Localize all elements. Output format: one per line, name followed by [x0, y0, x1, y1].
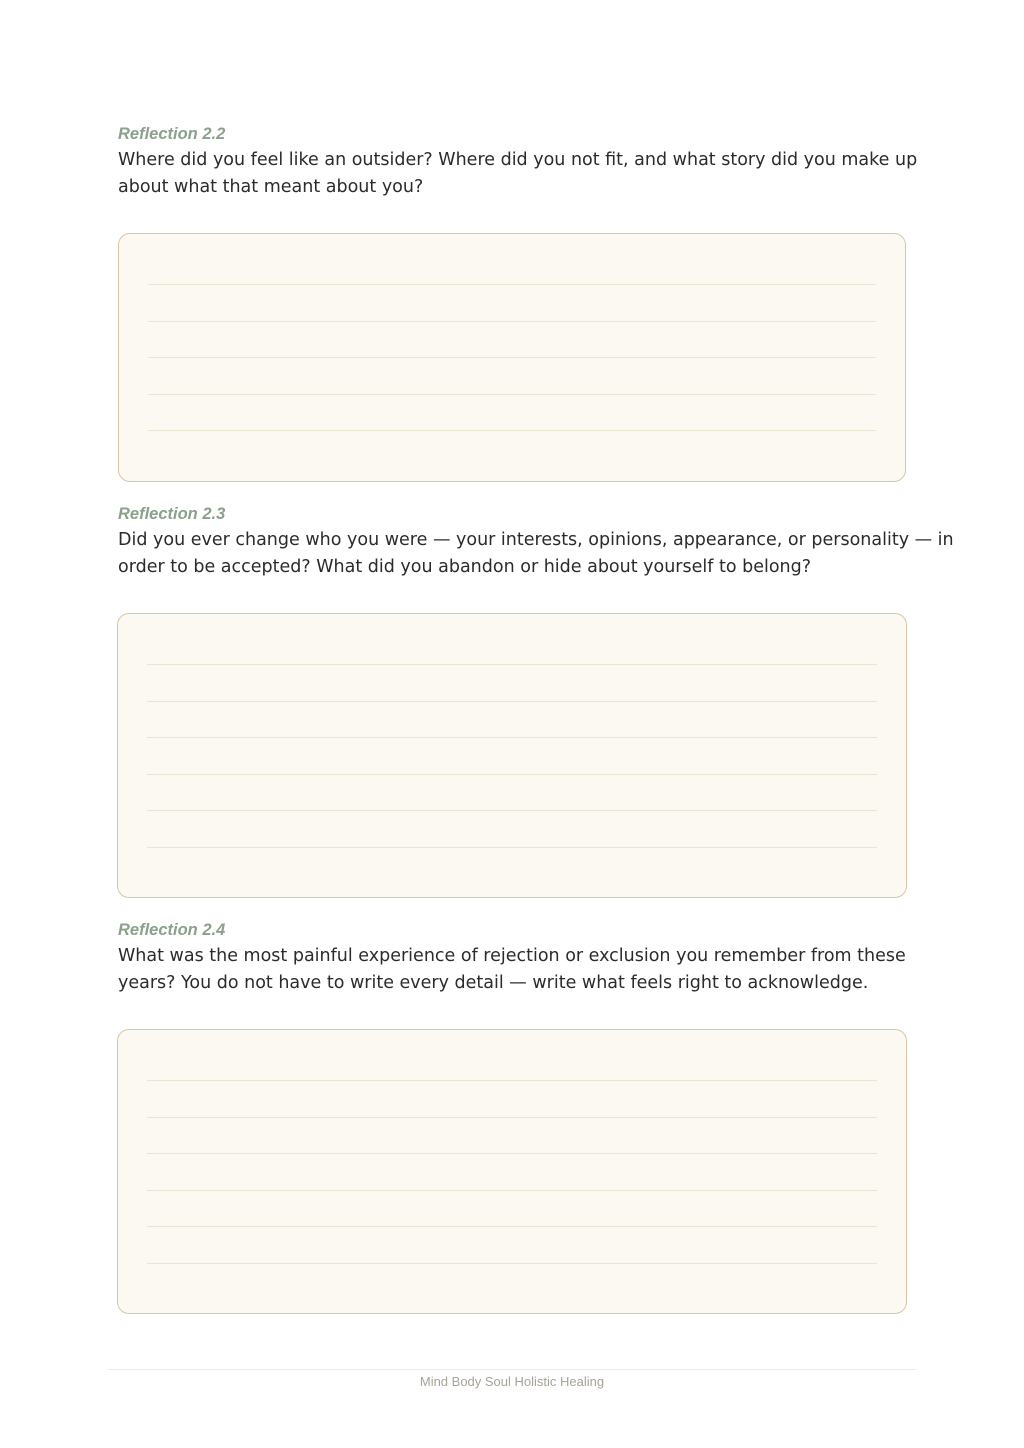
writing-line: [148, 284, 876, 285]
writing-line: [147, 1226, 877, 1227]
writing-line: [147, 664, 877, 665]
writing-line: [147, 1117, 877, 1118]
writing-line: [147, 847, 877, 848]
reflection-title: Reflection 2.2: [118, 125, 226, 143]
reflection-2-2-writing-box[interactable]: [118, 233, 906, 482]
reflection-prompt: Where did you feel like an outsider? Where did you not fit, and what story did you make up about what that meant about you?: [118, 150, 918, 197]
writing-line: [148, 430, 876, 431]
reflection-2-4-writing-box[interactable]: [117, 1029, 907, 1314]
reflection-2-2-section: [118, 124, 958, 201]
reflection-2-3-section: [118, 504, 958, 581]
reflection-2-3-writing-box[interactable]: [117, 613, 907, 898]
writing-line: [147, 810, 877, 811]
footer-divider: [108, 1369, 916, 1370]
reflection-prompt: Did you ever change who you were — your interests, opinions, appearance, or personality — in order to be accepted? What did you abandon or hide about yourself to belong?: [118, 530, 954, 577]
footer-brand-text: Mind Body Soul Holistic Healing: [419, 1374, 605, 1389]
writing-line: [147, 1263, 877, 1264]
writing-line: [147, 701, 877, 702]
reflection-title: Reflection 2.4: [118, 921, 226, 939]
reflection-prompt: What was the most painful experience of rejection or exclusion you remember from these years? You do not have to write every detail — write what feels right to acknowledge.: [118, 946, 906, 993]
reflection-title: Reflection 2.3: [118, 505, 226, 523]
writing-line: [147, 1190, 877, 1191]
writing-line: [148, 394, 876, 395]
reflection-2-4-section: [118, 920, 958, 997]
writing-line: [148, 357, 876, 358]
writing-line: [147, 1080, 877, 1081]
writing-line: [147, 774, 877, 775]
writing-line: [148, 321, 876, 322]
writing-line: [147, 737, 877, 738]
writing-line: [147, 1153, 877, 1154]
